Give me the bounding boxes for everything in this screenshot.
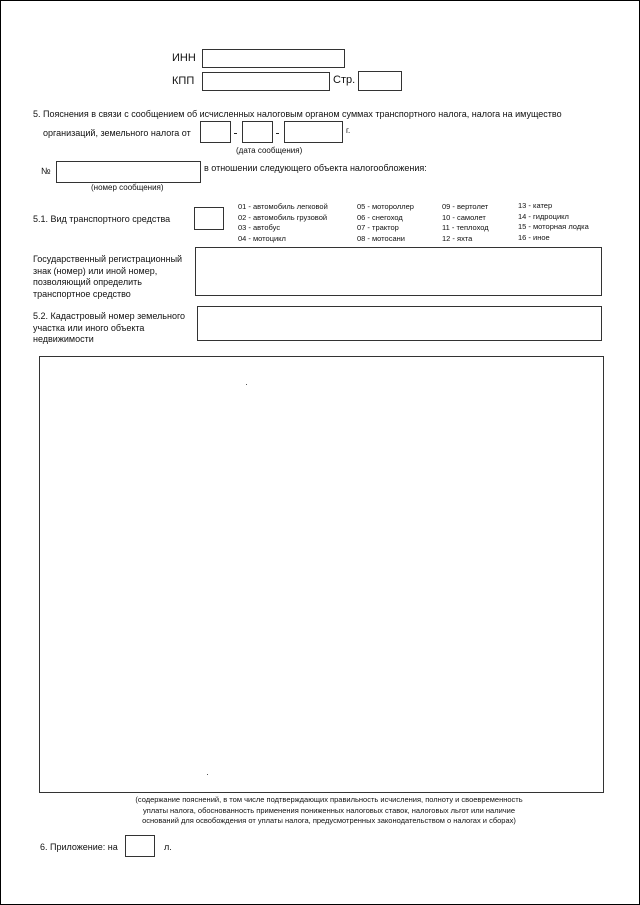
vehicle-type-column-2: 05 - мотороллер 06 - снегоход 07 - трактор 08 - мотосани — [357, 202, 414, 243]
date-caption: (дата сообщения) — [236, 146, 303, 155]
date-day-field[interactable] — [200, 121, 231, 143]
vehicle-type-code-field[interactable] — [194, 207, 224, 230]
year-suffix: г. — [346, 126, 351, 135]
object-text: в отношении следующего объекта налогообложения: — [204, 163, 427, 173]
attachment-suffix: л. — [164, 842, 172, 852]
message-number-field[interactable] — [56, 161, 201, 183]
registration-label: Государственный регистрационный знак (номер) или иной номер, позволяющий определить транспортное средство — [33, 254, 183, 299]
section5-title-line2: организаций, земельного налога от — [43, 128, 191, 138]
registration-number-field[interactable] — [195, 247, 602, 296]
explanation-caption: (содержание пояснений, в том числе подтверждающих правильность исчисления, полноту и своевременность уплаты налога, обоснованность применения пониженных налоговых ставок, налоговых льгот или наличие оснований для освобождения от уплаты налога, предусмотренных законодательством о налогах и сборах) — [135, 795, 523, 825]
kpp-field[interactable] — [202, 72, 330, 91]
cadastral-label: 5.2. Кадастровый номер земельного участка или иного объекта недвижимости — [33, 311, 186, 344]
number-label: № — [41, 166, 51, 176]
attachment-label: 6. Приложение: на — [40, 842, 118, 852]
vehicle-type-label: 5.1. Вид транспортного средства — [33, 214, 171, 224]
explanation-textarea[interactable] — [39, 356, 604, 793]
vehicle-type-column-1: 01 - автомобиль легковой 02 - автомобиль грузовой 03 - автобус 04 - мотоцикл — [238, 202, 328, 243]
date-year-field[interactable] — [284, 121, 343, 143]
page-number-field[interactable] — [358, 71, 402, 91]
scan-speck — [246, 384, 247, 385]
scan-speck — [207, 774, 208, 775]
cadastral-number-field[interactable] — [197, 306, 602, 341]
date-separator — [276, 133, 279, 134]
section5-title-line1: 5. Пояснения в связи с сообщением об исчисленных налоговым органом суммах транспортного налога, налога на имущество — [33, 109, 562, 119]
date-separator — [234, 133, 237, 134]
vehicle-type-column-3: 09 - вертолет 10 - самолет 11 - теплоход 12 - яхта — [442, 202, 489, 243]
attachment-sheets-field[interactable] — [125, 835, 155, 857]
inn-field[interactable] — [202, 49, 345, 68]
kpp-label: КПП — [172, 75, 195, 87]
inn-label: ИНН — [172, 52, 196, 64]
vehicle-type-column-4: 13 - катер 14 - гидроцикл 15 - моторная лодка 16 - иное — [518, 201, 589, 242]
page-label: Стр. — [333, 74, 356, 86]
number-caption: (номер сообщения) — [91, 183, 164, 192]
date-month-field[interactable] — [242, 121, 273, 143]
